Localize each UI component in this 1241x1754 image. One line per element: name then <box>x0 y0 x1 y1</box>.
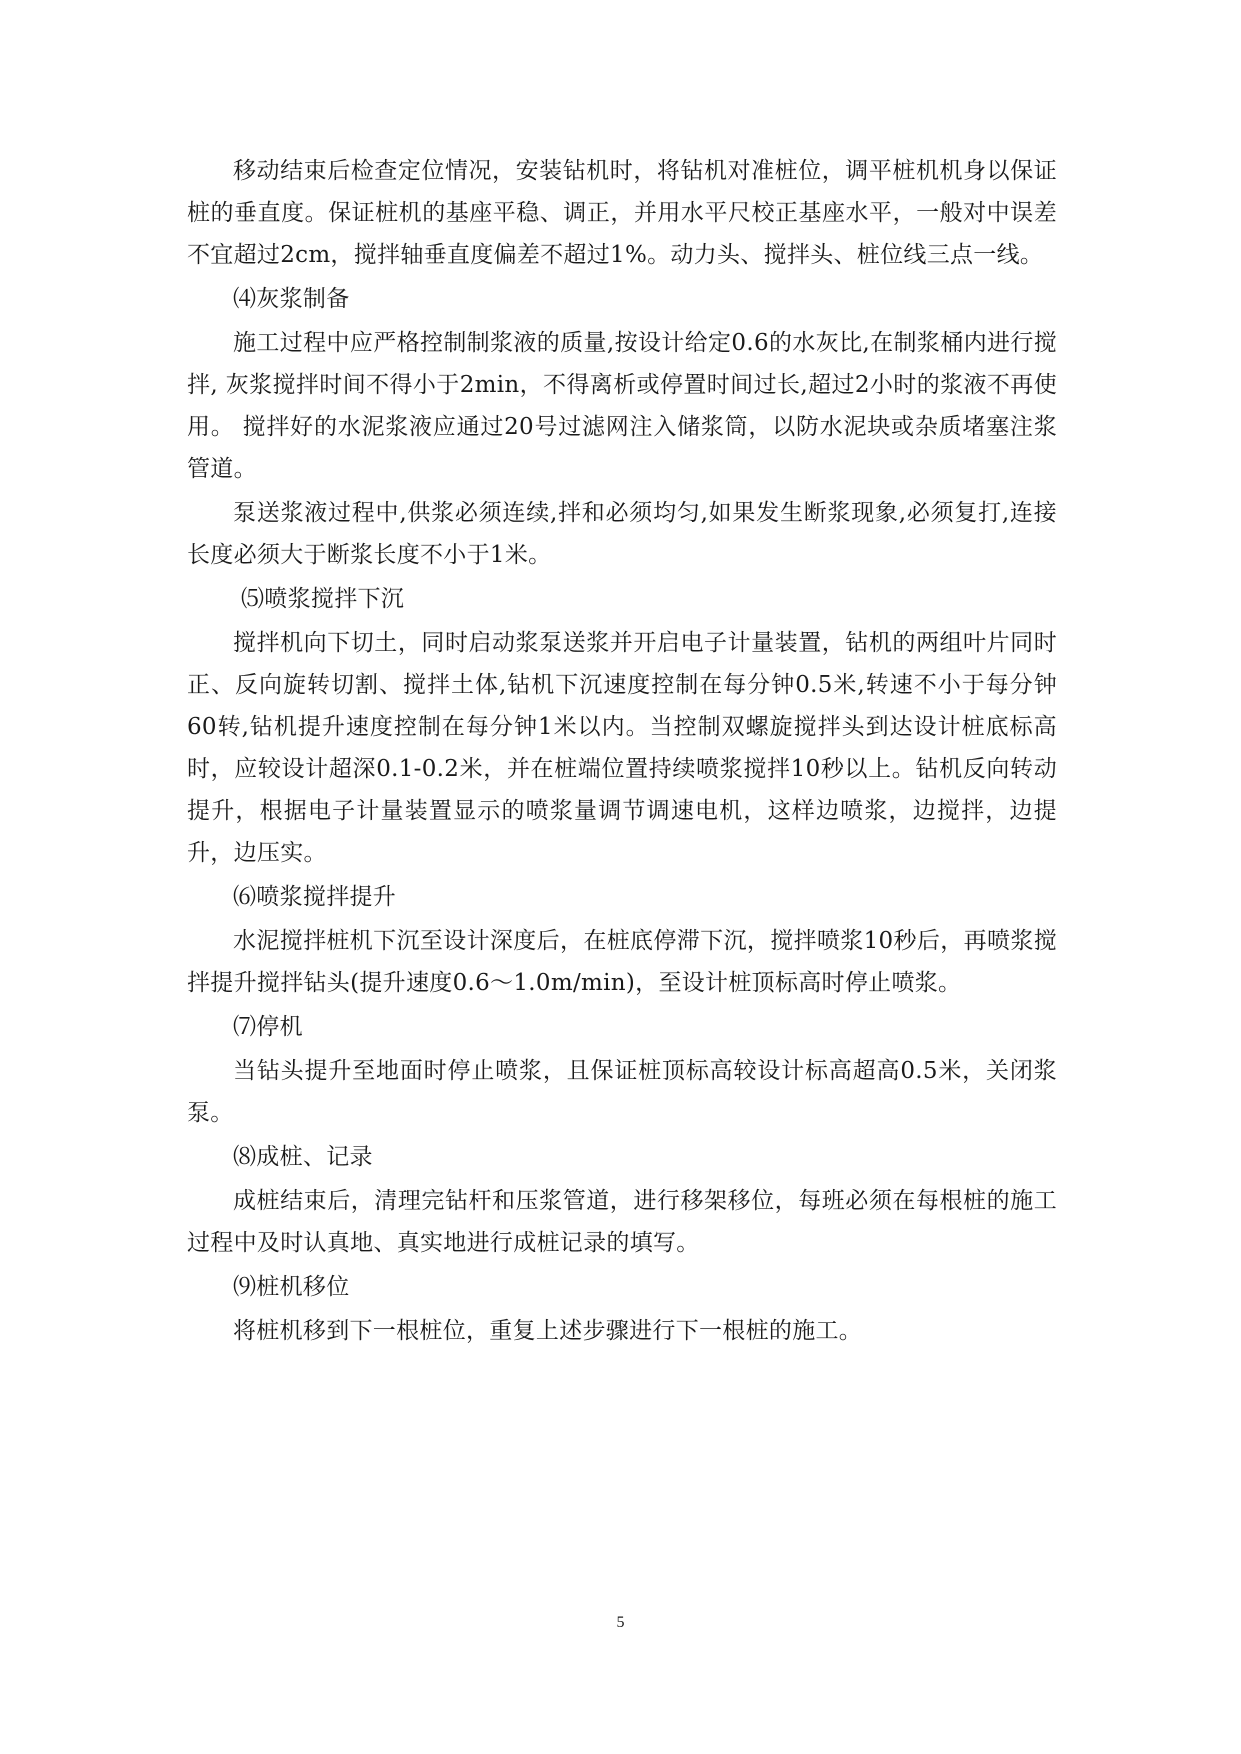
paragraph: 施工过程中应严格控制制浆液的质量,按设计给定0.6的水灰比,在制浆桶内进行搅拌, 灰浆搅拌时间不得小于2min，不得离析或停置时间过长,超过2小时的浆液不再使用。 搅拌好的水泥浆液应通过20号过滤网注入储浆筒，以防水泥块或杂质堵塞注浆管道。 <box>187 330 1057 482</box>
paragraph: 当钻头提升至地面时停止喷浆，且保证桩顶标高较设计标高超高0.5米，关闭浆泵。 <box>187 1058 1057 1126</box>
section-heading: ⑹喷浆搅拌提升 <box>233 884 397 910</box>
paragraph: 搅拌机向下切土，同时启动浆泵送浆并开启电子计量装置，钻机的两组叶片同时正、反向旋转切割、搅拌土体,钻机下沉速度控制在每分钟0.5米,转速不小于每分钟60转,钻机提升速度控制在每分钟1米以内。当控制双螺旋搅拌头到达设计桩底标高时，应较设计超深0.1-0.2米，并在桩端位置持续喷浆搅拌10秒以上。钻机反向转动提升，根据电子计量装置显示的喷浆量调节调速电机，这样边喷浆，边搅拌，边提升，边压实。 <box>187 630 1057 866</box>
section-heading: ⑼桩机移位 <box>233 1274 350 1300</box>
paragraph: 移动结束后检查定位情况，安装钻机时，将钻机对准桩位，调平桩机机身以保证桩的垂直度。保证桩机的基座平稳、调正，并用水平尺校正基座水平，一般对中误差不宜超过2cm，搅拌轴垂直度偏差不超过1%。动力头、搅拌头、桩位线三点一线。 <box>187 158 1057 268</box>
section-heading: ⑷灰浆制备 <box>233 286 350 312</box>
section-heading: ⑻成桩、记录 <box>233 1144 373 1170</box>
paragraph: 成桩结束后，清理完钻杆和压浆管道，进行移架移位，每班必须在每根桩的施工过程中及时认真地、真实地进行成桩记录的填写。 <box>187 1188 1057 1256</box>
page-number: 5 <box>616 1614 625 1631</box>
paragraph: 将桩机移到下一根桩位，重复上述步骤进行下一根桩的施工。 <box>233 1318 863 1344</box>
section-heading: ⑸喷浆搅拌下沉 <box>241 586 405 612</box>
paragraph: 泵送浆液过程中,供浆必须连续,拌和必须均匀,如果发生断浆现象,必须复打,连接长度必须大于断浆长度不小于1米。 <box>187 500 1057 568</box>
document-body <box>187 150 1057 1354</box>
section-heading: ⑺停机 <box>233 1014 303 1040</box>
paragraph: 水泥搅拌桩机下沉至设计深度后，在桩底停滞下沉，搅拌喷浆10秒后，再喷浆搅拌提升搅拌钻头(提升速度0.6～1.0m/min)，至设计桩顶标高时停止喷浆。 <box>187 928 1057 996</box>
